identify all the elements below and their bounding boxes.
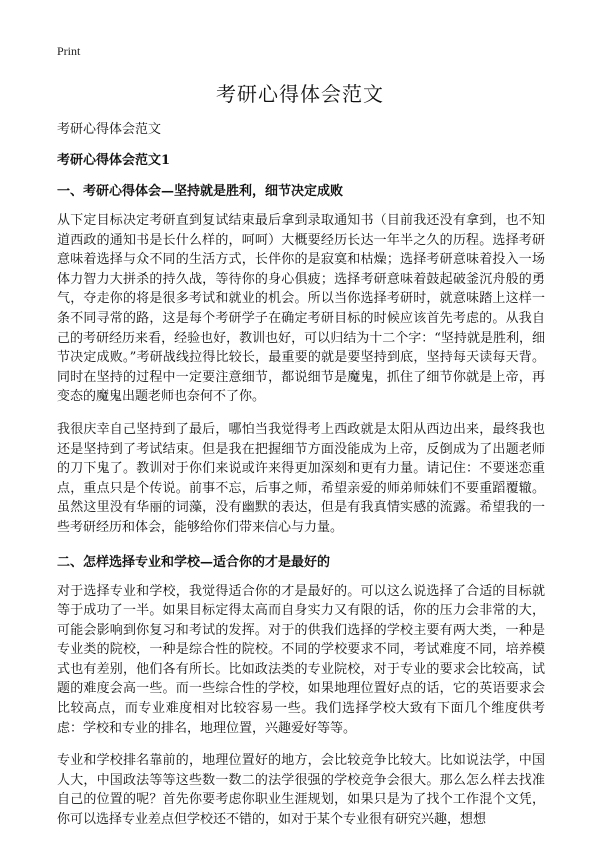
section-title: 考研心得体会范文1	[57, 153, 171, 168]
print-link[interactable]: Print	[57, 44, 81, 58]
article-body	[57, 118, 545, 843]
paragraph-4: 专业和学校排名靠前的，地理位置好的地方，会比较竞争比较大。比如说法学，中国人大，中国政法等等这些数一数二的法学很强的学校竞争会很大。那么怎么样去找准自己的位置的呢？首先你要考虑你职业生涯规划，如果只是为了找个工作混个文凭，你可以选择专业差点但学校还不错的，如对于某个专业很有研究兴趣，想想	[57, 753, 545, 828]
paragraph-3: 对于选择专业和学校，我觉得适合你的才是最好的。可以这么说选择了合适的目标就等于成功了一半。如果目标定得太高而自身实力又有限的话，你的压力会非常的大，可能会影响到你复习和考试的发挥。对于的供我们选择的学校主要有两大类，一种是专业类的院校，一种是综合性的院校。不同的学校要求不同，考试难度不同，培养模式也有差别，他们各有所长。比如政法类的专业院校，对于专业的要求会比较高，试题的难度会高一些。而一些综合性的学校，如果地理位置好点的话，它的英语要求会比较高点，而专业难度相对比较容易一些。我们选择学校大致有下面几个维度供考虑：学校和专业的排名，地理位置，兴趣爱好等等。	[57, 583, 545, 736]
heading-1: 一、考研心得体会—坚持就是胜利，细节决定成败	[57, 184, 344, 199]
paragraph-2: 我很庆幸自己坚持到了最后，哪怕当我觉得考上西政就是太阳从西边出来，最终我也还是坚持到了考试结束。但是我在把握细节方面没能成为上帝，反倒成为了出题老师的刀下鬼了。教训对于你们来说或许来得更加深刻和更有力量。请记住：不要迷恋重点，重点只是个传说。前事不忘，后事之师，希望亲爱的师弟师妹们不要重蹈覆辙。虽然这里没有华丽的词藻，没有幽默的表达，但是有我真情实感的流露。希望我的一些考研经历和体会，能够给你们带来信心与力量。	[57, 421, 545, 535]
heading-2: 二、怎样选择专业和学校—适合你的才是最好的	[57, 554, 331, 570]
paragraph-1: 从下定目标决定考研直到复试结束最后拿到录取通知书（目前我还没有拿到，也不知道西政的通知书是长什么样的，呵呵）大概要经历长达一年半之久的历程。选择考研意味着选择与众不同的生活方式，长伴你的是寂寞和枯燥；选择考研意味着投入一场体力智力大拼杀的持久战，等待你的身心俱疲；选择考研意味着鼓起破釜沉舟般的勇气，夺走你的将是很多考试和就业的机会。所以当你选择考研时，就意味踏上这样一条不同寻常的路，这是每个考研学子在确定考研目标的时候应该首先考虑的。从我自己的考研经历来看，经验也好，教训也好，可以归结为十二个字：“坚持就是胜利，细节决定成败。”考研战线拉得比较长，最重要的就是要坚持到底，坚持每天读每天背。同时在坚持的过程中一定要注意细节，都说细节是魔鬼，抓住了细节你就是上帝，再变态的魔鬼出题老师也奈何不了你。	[57, 213, 545, 405]
page-title: 考研心得体会范文	[216, 82, 384, 106]
article-subtitle: 考研心得体会范文	[57, 122, 162, 137]
